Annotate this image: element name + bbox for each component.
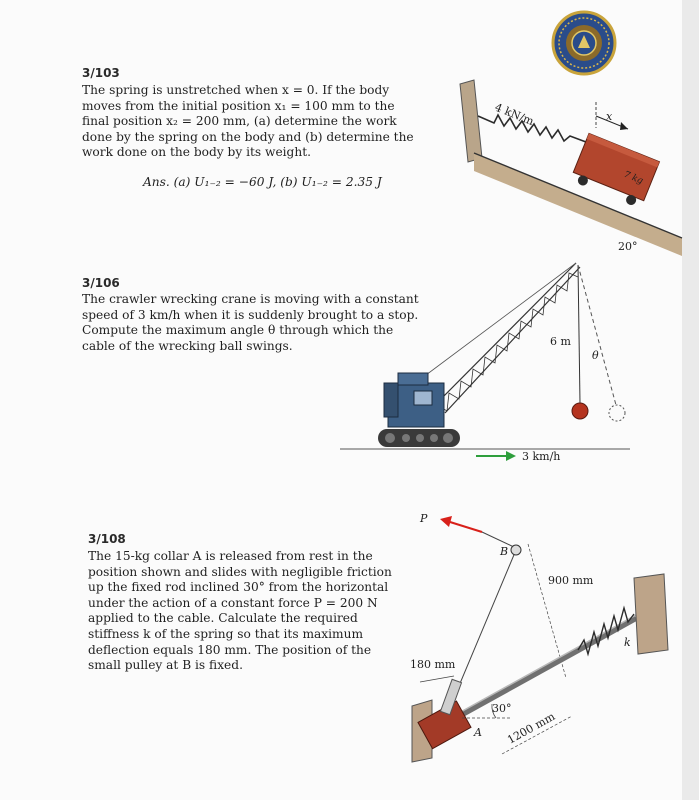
answer-text: Ans. (a) U₁₋₂ = −60 J, (b) U₁₋₂ = 2.35 J	[143, 175, 382, 189]
cable	[482, 532, 516, 548]
cable-length-label: 6 m	[550, 335, 571, 348]
dimension-900-label: 900 mm	[548, 574, 594, 587]
university-seal-icon	[551, 10, 617, 76]
mass-label: 7 kg	[622, 169, 645, 187]
dimension-1200-label: 1200 mm	[505, 709, 558, 747]
force-p-arrow-head	[440, 516, 452, 527]
wrecking-ball	[572, 403, 588, 419]
dimension-180-label: 180 mm	[410, 658, 456, 671]
dimension-180	[420, 676, 454, 682]
crane-cab	[384, 373, 444, 427]
ball-cable	[578, 265, 580, 403]
spring-constant-label: 4 kN/m	[492, 100, 536, 129]
problem-text: The crawler wrecking crane is moving with a constant speed of 3 km/h when it is suddenly brought to a stop. Compute the maximum angle θ through which the cable of the wrecking ball swings.	[82, 292, 419, 353]
crawler-tracks	[378, 429, 460, 447]
speed-arrow-head	[506, 451, 516, 461]
collar-rod-figure	[402, 500, 682, 800]
incline-angle-label: 20°	[618, 240, 638, 253]
swing-cable-dashed	[578, 265, 616, 405]
problem-number: 3/106	[82, 276, 120, 290]
problem-text: The 15-kg collar A is released from rest in the position shown and slides with negligible friction up the fixed rod inclined 30° from the horizontal under the action of a constant force P = 200 N applied to the cable. Calculate the required stiffness k of the spring so that its maximum deflection equals 180 mm. The position of the small pulley at B is fixed.	[88, 549, 392, 673]
pulley-b	[511, 545, 521, 555]
spring-incline-figure	[446, 78, 682, 258]
wrecking-crane-figure	[340, 255, 640, 480]
hoist-cable	[426, 263, 576, 375]
fixed-wall	[460, 80, 482, 162]
right-support	[634, 574, 668, 654]
problem-number: 3/108	[88, 532, 126, 546]
x-arrow-head	[620, 122, 628, 130]
swing-angle-label: θ	[592, 349, 599, 362]
problem-number: 3/103	[82, 66, 120, 80]
collar-a-label: A	[474, 726, 482, 739]
force-p-arrow	[450, 522, 482, 532]
angle-30-label: 30°	[492, 702, 512, 715]
wrecking-ball-swung	[609, 405, 625, 421]
problem-text: The spring is unstretched when x = 0. If the body moves from the initial position x₁ = 100 mm to the final position x₂ = 200 mm, (a) determine the work done by the spring on the body and (b) determine the work done on the body by its weight.	[82, 83, 414, 160]
pulley-b-label: B	[500, 545, 509, 558]
speed-label: 3 km/h	[522, 450, 561, 463]
x-label: x	[606, 110, 613, 123]
force-p-label: P	[420, 512, 428, 525]
spring-k-label: k	[624, 636, 631, 649]
